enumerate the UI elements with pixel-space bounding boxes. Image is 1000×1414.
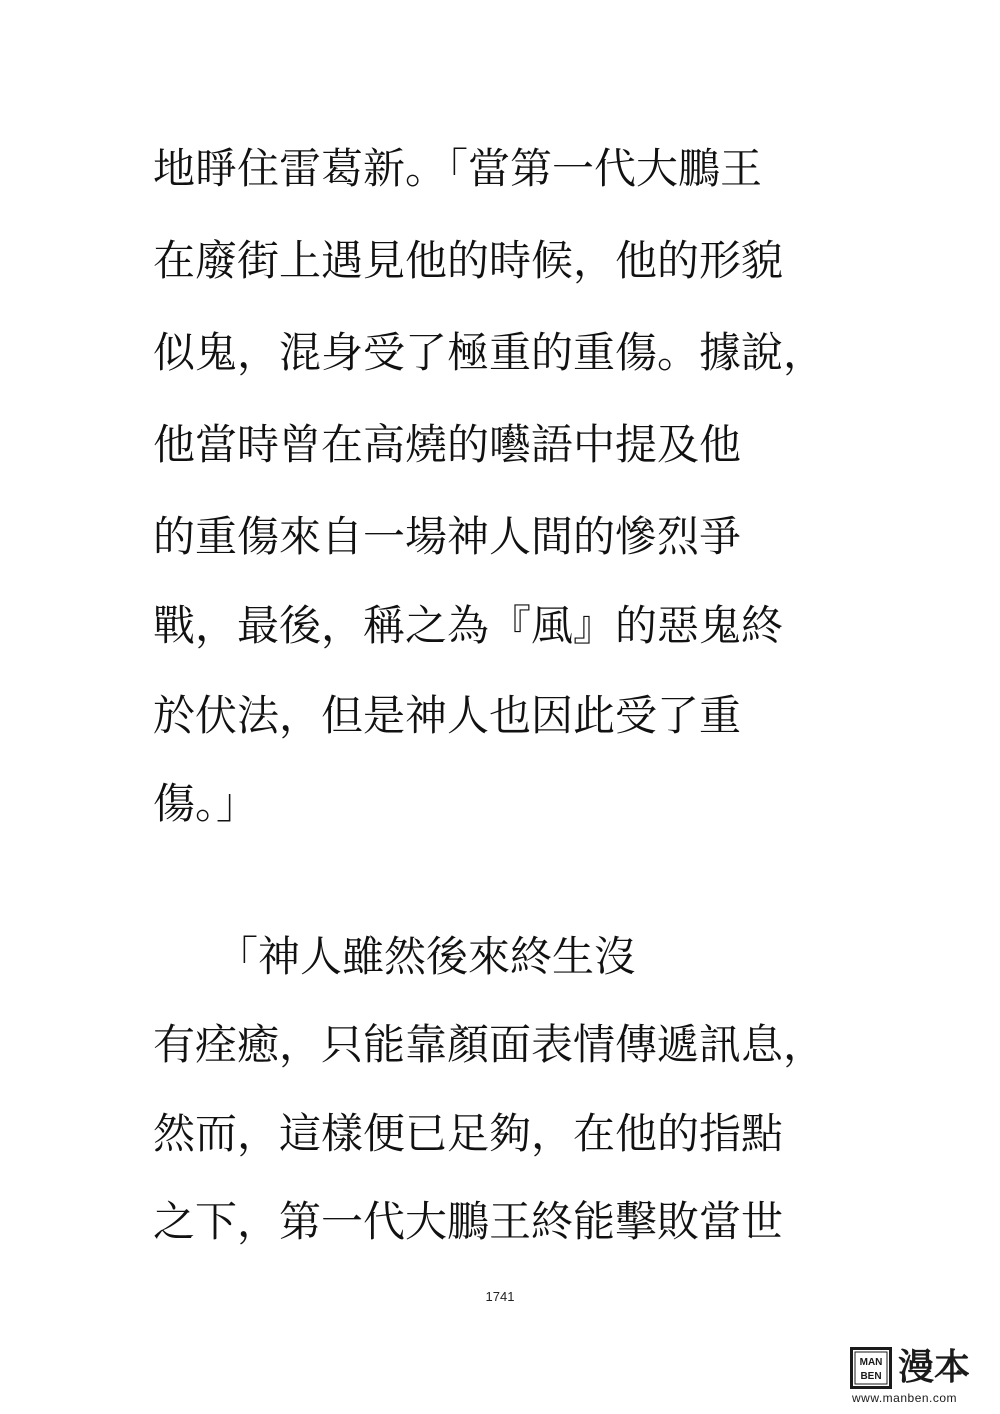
text-line: 「神人雖然後來終生沒 xyxy=(153,932,637,981)
manben-logo-icon xyxy=(850,1347,892,1389)
watermark-url: www.manben.com xyxy=(852,1391,958,1405)
text-line: 戰，最後，稱之為『風』的惡鬼終 xyxy=(153,601,784,650)
text-line: 有痊癒，只能靠顏面表情傳遞訊息， xyxy=(153,1020,826,1069)
text-line: 於伏法，但是神人也因此受了重 xyxy=(153,691,742,740)
text-line: 傷。」 xyxy=(153,779,259,828)
svg-text:MAN: MAN xyxy=(859,1357,883,1368)
text-line: 然而，這樣便已足夠，在他的指點 xyxy=(153,1109,784,1158)
svg-text:BEN: BEN xyxy=(860,1371,882,1382)
text-line: 他當時曾在高燒的囈語中提及他 xyxy=(153,420,742,469)
text-line: 地睜住雷葛新。「當第一代大鵬王 xyxy=(153,144,763,193)
watermark xyxy=(850,1347,990,1405)
text-line: 在廢街上遇見他的時候，他的形貌 xyxy=(153,236,784,285)
text-line: 之下，第一代大鵬王終能擊敗當世 xyxy=(153,1197,784,1246)
page-number: 1741 xyxy=(485,1289,515,1304)
text-line: 似鬼，混身受了極重的重傷。據說， xyxy=(153,328,826,377)
watermark-site-name: 漫本 xyxy=(898,1347,971,1388)
text-line: 的重傷來自一場神人間的慘烈爭 xyxy=(153,512,742,561)
